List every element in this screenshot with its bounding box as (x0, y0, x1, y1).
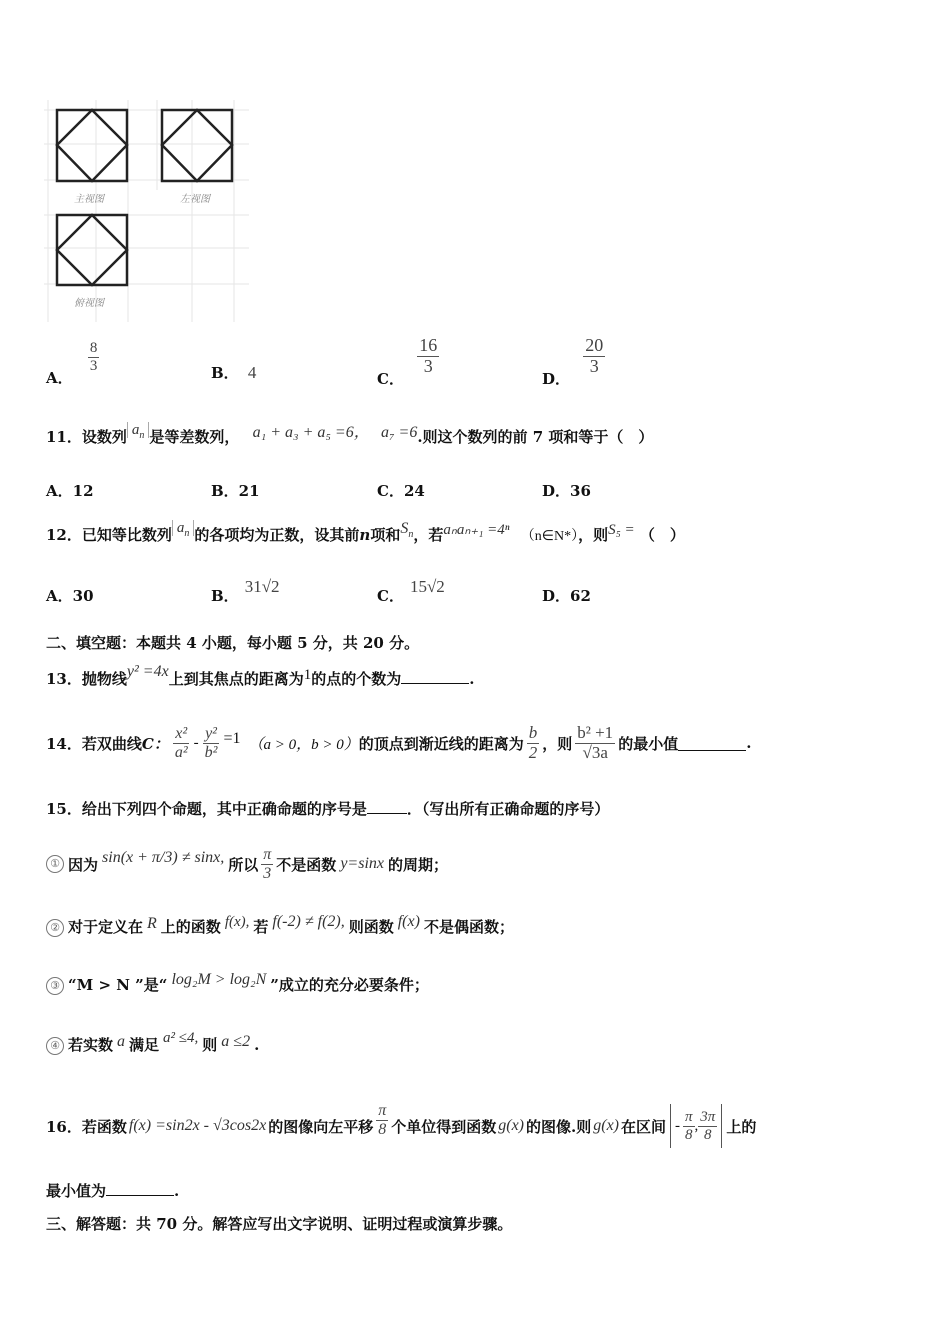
q11-option-a: A．12 (46, 482, 94, 500)
section-2-heading: 二、填空题：本题共 4 小题，每小题 5 分，共 20 分。 (46, 634, 420, 652)
question-14: 14． 若双曲线 C： $\frac{\text{x²}}{\text{a²}}$ - $\frac{\text{y²}}{\text{b²}}$ =1 （a > 0，b > 0） 的顶点到渐近线的距离为 $\frac{b}{2}$ ，则 $\frac{\text{b² +1}}{√3a}$ 的最小值 . (46, 722, 752, 762)
section-3-heading: 三、解答题：共 70 分。解答应写出文字说明、证明过程或演算步骤。 (46, 1215, 513, 1233)
q15-answer-blank[interactable] (367, 799, 407, 814)
question-12: 12．已知等比数列 $a_n$ 的各项均为正数，设其前n项和$S_n$，若aₙaₙ₊₁ =4ⁿ （n∈N*），则S₅ = （ ） (46, 520, 685, 544)
q12-option-d: D．62 (542, 587, 591, 605)
q15-item-1: ① 因为 sin(x + π/3) ≠ sinx, 所以 $\frac{\pi}{3}$ 不是函数 y=sinx 的周期； (46, 842, 448, 886)
q12-option-b: B． 31√2 (211, 577, 280, 605)
q11-option-d: D．36 (542, 482, 591, 500)
q12-option-a: A．30 (46, 587, 94, 605)
question-16: 16． 若函数 f(x) =sin2x - √3cos2x 的图像向左平移 $\frac{\pi}{8}$ 个单位得到函数 g(x) 的图像.则 g(x) 在区间 - $\frac{\pi}{8}$ , $\frac{3\pi}{8}$ 上的 (46, 1098, 756, 1154)
q10-option-c: C． $\frac{16}{3}$ (377, 335, 438, 389)
q13-answer-blank[interactable] (401, 669, 469, 684)
top-view-label: 俯视图 (74, 298, 104, 309)
q10-option-b: B． 4 (211, 363, 257, 382)
q16-answer-blank[interactable] (106, 1181, 174, 1196)
question-16-line-2: 最小值为 . (46, 1182, 180, 1200)
side-view-label: 左视图 (180, 194, 210, 205)
top-view (57, 215, 127, 285)
q15-item-2: ② 对于定义在 R 上的函数 f(x), 若 f(-2) ≠ f(2), 则函数 f(x) 不是偶函数； (46, 916, 514, 937)
front-view (57, 110, 127, 181)
q15-item-4: ④ 若实数 a 满足 a² ≤4, 则 a ≤2 . (46, 1034, 259, 1055)
three-view-figure (44, 100, 249, 322)
q11-option-c: C．24 (377, 482, 425, 500)
q12-option-c: C． 15√2 (377, 577, 445, 605)
side-view (162, 110, 232, 181)
front-view-label: 主视图 (74, 194, 104, 205)
q10-option-a: A． $\frac{8}{3}$ (46, 340, 98, 387)
question-15: 15．给出下列四个命题，其中正确命题的序号是 ．（写出所有正确命题的序号） (46, 800, 610, 818)
q15-item-3: ③ “M > N ”是“ log₂M > log₂N ”成立的充分必要条件； (46, 974, 429, 995)
q10-option-d: D． $\frac{20}{3}$ (542, 335, 604, 389)
q14-answer-blank[interactable] (678, 736, 746, 751)
question-13: 13．抛物线y² =4x上到其焦点的距离为1的点的个数为 . (46, 663, 475, 688)
question-11: 11．设数列 $a_n$ 是等差数列， a₁ + a₃ + a₅ =6， a₇ =6.则这个数列的前 7 项和等于（ ） (46, 422, 654, 446)
q11-option-b: B．21 (211, 482, 260, 500)
